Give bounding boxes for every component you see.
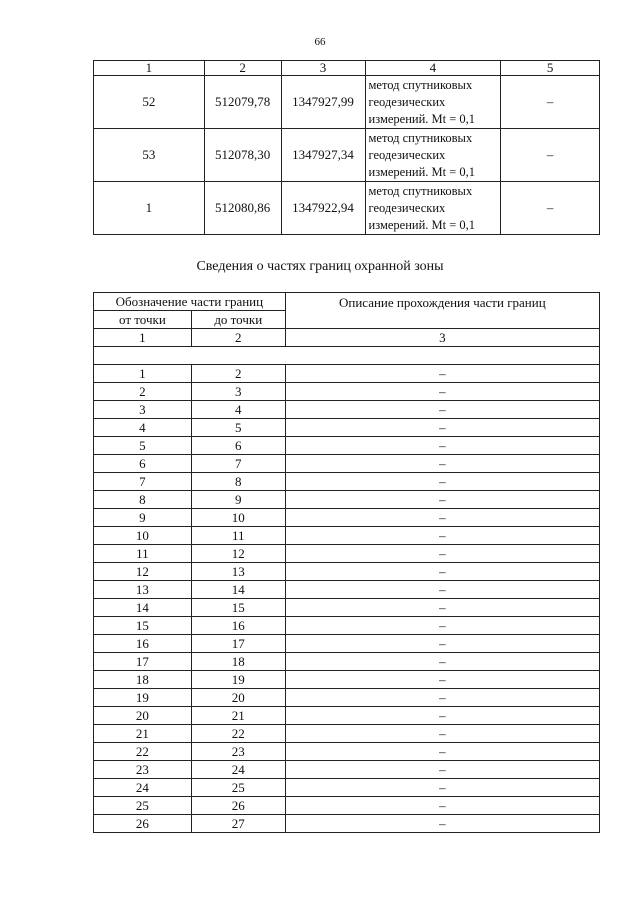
table-row <box>94 401 600 419</box>
from-point-cell: 12 <box>94 563 192 581</box>
section-title: Сведения о частях границ охранной зоны <box>196 259 444 274</box>
from-point-cell: 15 <box>94 617 192 635</box>
point-number: 1 <box>94 182 205 235</box>
from-point-cell: 4 <box>94 419 192 437</box>
table-row <box>94 671 600 689</box>
method-line: метод спутниковых <box>368 183 473 198</box>
table-row <box>94 182 600 235</box>
table-row <box>94 815 600 833</box>
description-cell: – <box>285 779 599 797</box>
col5-cell: – <box>501 76 600 129</box>
from-point-cell: 10 <box>94 527 192 545</box>
empty-cell <box>94 347 600 365</box>
from-point-cell: 6 <box>94 455 192 473</box>
description-cell: – <box>285 419 599 437</box>
from-point-cell: 23 <box>94 761 192 779</box>
table-row <box>94 527 600 545</box>
table-row <box>94 761 600 779</box>
header-cell: 5 <box>501 61 600 76</box>
description-cell: – <box>285 509 599 527</box>
description-cell: – <box>285 365 599 383</box>
from-point-cell: 26 <box>94 815 192 833</box>
method-line: геодезических <box>368 200 446 215</box>
from-point-cell: 22 <box>94 743 192 761</box>
from-point-cell: 17 <box>94 653 192 671</box>
to-point-cell: 11 <box>191 527 285 545</box>
from-point-cell: 20 <box>94 707 192 725</box>
table-row <box>94 743 600 761</box>
table-row <box>94 365 600 383</box>
description-cell: – <box>285 689 599 707</box>
table-row <box>94 76 600 129</box>
y-coordinate: 1347922,94 <box>281 182 365 235</box>
header-cell: 2 <box>204 61 281 76</box>
from-point-cell: 16 <box>94 635 192 653</box>
description-cell: – <box>285 761 599 779</box>
from-point-cell: 21 <box>94 725 192 743</box>
description-cell: – <box>285 671 599 689</box>
method-cell <box>365 129 501 182</box>
to-point-cell: 20 <box>191 689 285 707</box>
to-point-cell: 8 <box>191 473 285 491</box>
to-point-cell: 23 <box>191 743 285 761</box>
table-row <box>94 779 600 797</box>
table-row <box>94 473 600 491</box>
table-row <box>94 419 600 437</box>
from-point-cell: 14 <box>94 599 192 617</box>
table-row <box>94 797 600 815</box>
from-point-cell: 3 <box>94 401 192 419</box>
point-number: 53 <box>94 129 205 182</box>
col5-cell: – <box>501 182 600 235</box>
description-cell: – <box>285 401 599 419</box>
table-row <box>94 635 600 653</box>
from-point-cell: 24 <box>94 779 192 797</box>
column-number: 2 <box>191 329 285 347</box>
table-row <box>94 581 600 599</box>
x-coordinate: 512078,30 <box>204 129 281 182</box>
y-coordinate: 1347927,34 <box>281 129 365 182</box>
to-point-cell: 4 <box>191 401 285 419</box>
header-cell: 4 <box>365 61 501 76</box>
from-point-cell: 11 <box>94 545 192 563</box>
column-number-row <box>94 329 600 347</box>
description-cell: – <box>285 581 599 599</box>
from-point-cell: 13 <box>94 581 192 599</box>
method-line: измерений. Mt = 0,1 <box>368 111 476 126</box>
to-point-cell: 7 <box>191 455 285 473</box>
description-cell: – <box>285 797 599 815</box>
to-point-cell: 6 <box>191 437 285 455</box>
description-cell: – <box>285 599 599 617</box>
table-row <box>94 455 600 473</box>
method-line: метод спутниковых <box>368 130 473 145</box>
method-line: геодезических <box>368 147 446 162</box>
table-row <box>94 707 600 725</box>
header-cell: 3 <box>281 61 365 76</box>
to-point-cell: 18 <box>191 653 285 671</box>
method-line: измерений. Mt = 0,1 <box>368 217 476 232</box>
to-point-cell: 12 <box>191 545 285 563</box>
to-point-cell: 27 <box>191 815 285 833</box>
from-point-cell: 7 <box>94 473 192 491</box>
method-cell <box>365 76 501 129</box>
col5-cell: – <box>501 129 600 182</box>
x-coordinate: 512080,86 <box>204 182 281 235</box>
table-row <box>94 437 600 455</box>
y-coordinate: 1347927,99 <box>281 76 365 129</box>
description-header: Описание прохождения части границ <box>285 293 599 329</box>
column-number: 3 <box>285 329 599 347</box>
table-row <box>94 491 600 509</box>
to-point-cell: 21 <box>191 707 285 725</box>
description-cell: – <box>285 383 599 401</box>
from-point-header: от точки <box>94 311 192 329</box>
to-point-cell: 9 <box>191 491 285 509</box>
to-point-cell: 10 <box>191 509 285 527</box>
coordinates-table <box>93 60 600 235</box>
description-cell: – <box>285 545 599 563</box>
table-row <box>94 689 600 707</box>
header-cell: 1 <box>94 61 205 76</box>
method-line: метод спутниковых <box>368 77 473 92</box>
point-number: 52 <box>94 76 205 129</box>
to-point-cell: 22 <box>191 725 285 743</box>
to-point-cell: 25 <box>191 779 285 797</box>
to-point-cell: 16 <box>191 617 285 635</box>
description-cell: – <box>285 563 599 581</box>
to-point-cell: 3 <box>191 383 285 401</box>
description-cell: – <box>285 437 599 455</box>
to-point-cell: 13 <box>191 563 285 581</box>
to-point-cell: 5 <box>191 419 285 437</box>
description-cell: – <box>285 707 599 725</box>
description-cell: – <box>285 725 599 743</box>
description-cell: – <box>285 635 599 653</box>
description-cell: – <box>285 527 599 545</box>
description-cell: – <box>285 473 599 491</box>
from-point-cell: 19 <box>94 689 192 707</box>
boundary-parts-table <box>93 292 600 833</box>
method-line: измерений. Mt = 0,1 <box>368 164 476 179</box>
from-point-cell: 1 <box>94 365 192 383</box>
table-row <box>94 509 600 527</box>
table-row <box>94 545 600 563</box>
description-cell: – <box>285 491 599 509</box>
boundary-designation-header: Обозначение части границ <box>94 293 286 311</box>
from-point-cell: 2 <box>94 383 192 401</box>
from-point-cell: 9 <box>94 509 192 527</box>
from-point-cell: 8 <box>94 491 192 509</box>
description-cell: – <box>285 743 599 761</box>
from-point-cell: 5 <box>94 437 192 455</box>
table-row <box>94 563 600 581</box>
method-line: геодезических <box>368 94 446 109</box>
to-point-cell: 15 <box>191 599 285 617</box>
to-point-cell: 19 <box>191 671 285 689</box>
x-coordinate: 512079,78 <box>204 76 281 129</box>
to-point-cell: 14 <box>191 581 285 599</box>
description-cell: – <box>285 653 599 671</box>
table-row <box>94 617 600 635</box>
table-header-row <box>94 293 600 311</box>
page-number: 66 <box>314 36 326 48</box>
to-point-cell: 26 <box>191 797 285 815</box>
to-point-header: до точки <box>191 311 285 329</box>
to-point-cell: 24 <box>191 761 285 779</box>
description-cell: – <box>285 617 599 635</box>
table-header-row <box>94 61 600 76</box>
method-cell <box>365 182 501 235</box>
boundary-rows <box>94 365 600 833</box>
to-point-cell: 17 <box>191 635 285 653</box>
description-cell: – <box>285 815 599 833</box>
empty-row <box>94 347 600 365</box>
table-row <box>94 725 600 743</box>
column-number: 1 <box>94 329 192 347</box>
from-point-cell: 18 <box>94 671 192 689</box>
table-row <box>94 383 600 401</box>
description-cell: – <box>285 455 599 473</box>
from-point-cell: 25 <box>94 797 192 815</box>
table-row <box>94 653 600 671</box>
table-row <box>94 599 600 617</box>
to-point-cell: 2 <box>191 365 285 383</box>
table-row <box>94 129 600 182</box>
